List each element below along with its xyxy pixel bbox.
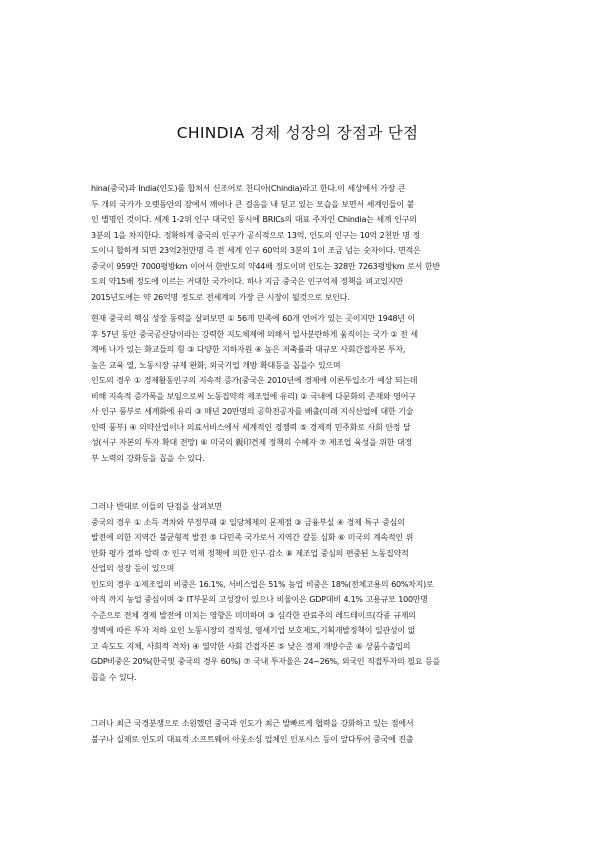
text-line: 그러나 최근 국경분쟁으로 소원했던 중국과 인도가 최근 발빠르게 협력을 강화하고 있는 점에서	[91, 719, 414, 728]
text-line: 3분의 1을 차지한다. 정확하게 중국의 인구가 공식적으로 13억, 인도의 인구는 10억 2천만 명 정	[91, 230, 421, 240]
text-line: 2015년도에는 약 26억명 정도로 전세계의 가장 큰 시장이 될것으로 보인다.	[91, 292, 350, 302]
document-title: CHINDIA 경제 성장의 장점과 단점	[176, 124, 419, 142]
paragraph-cooperation	[91, 716, 501, 747]
text-line: 계에 나가 있는 화교들의 힘 ③ 다양한 지하자원 ④ 높은 저축률과 대규모 사회간접자본 투자,	[91, 345, 406, 354]
text-line: 아직 까지 농업 중심이며 ② IT부문의 고성장이 있으나 비율이은 GDP대비 4.1% 고용규모 100만명	[91, 595, 428, 604]
text-line: hina(중국)과 India(인도)를 합쳐서 신조어로 친디아(Chindia)라고 한다.이 세상에서 가장 큰	[91, 184, 406, 193]
text-line: 도이니 합하게 되면 23억2천만명 즉 전 세계 인구 60억의 3분의 1이 조금 넘는 숫자이다. 면적은	[91, 246, 421, 255]
text-line: 비해 지속적 증가폭을 보임으로써 노동집약적 제조업에 유리) ② 국내에 다문화의 존재와 영어구	[91, 391, 416, 401]
text-line: 인도의 경우 ①제조업의 비중은 16.1%, 서비스업은 51% 농업 비중은 18%(전체고용의 60%차지)로	[91, 579, 434, 589]
paragraph-growth-drivers	[91, 311, 501, 466]
text-line: 꼽을 수 있다.	[91, 672, 137, 682]
text-line: 중국이 959만 7000평방km 이어서 한반도의 약44배 정도이며 인도는 328만 7263평방km 로서 한반	[91, 261, 440, 271]
text-line: 그러나 반대로 이들의 단점을 살펴보면	[91, 502, 222, 511]
text-line: 부 노력의 강화등을 꼽을 수 있다.	[91, 453, 205, 463]
text-line: 현재 중국의 핵심 성장 동력을 살펴보면 ① 56개 민족에 60개 언어가 있는 곳이지만 1948년 이	[91, 314, 416, 323]
text-line: 인 별명인 것이다. 세계 1-2위 인구 대국인 동시에 BRICs의 대표 주자인 Chindia는 세계 인구의	[91, 215, 417, 224]
text-line: 고 속도도 지체, 사회적 격차) ④ 열악한 사회 간접자본 ⑤ 낮은 경제 개방수준 ⑥ 상품수출입의	[91, 641, 411, 651]
text-line: 후 57년 동안 중국공산당이라는 강력한 지도체제에 의해서 일사분란하게 움직이는 국가 ② 전 세	[91, 329, 418, 339]
paragraph-intro	[91, 181, 501, 305]
text-line: 수준으로 전체 경제 발전에 미치는 영향은 미미하며 ③ 심각한 관료주의 레드테이프(각종 규제의	[91, 610, 416, 620]
text-line: 안화 평가 절하 압력 ⑦ 인구 억제 정책에 의한 인구 감소 ⑧ 제조업 중심의 편중된 노동집약적	[91, 548, 409, 558]
text-line: 장벽에 따른 투자 저하 요인 노동시장의 경직성, 영세기업 보호제도,기획개발정책이 일관성이 없	[91, 626, 416, 635]
text-line: 인도의 경우 ① 경제활동인구의 지속적 증가(중국은 2010년에 경제에 이론투입소가 예상 되는데	[91, 376, 418, 385]
text-line: GDP비중은 20%(한국및 중국의 경우 60%) ⑦ 국내 투자율은 24~26%, 외국인 직접투자의 필요 등을	[91, 657, 440, 666]
paragraph-weaknesses	[91, 499, 501, 685]
text-line: 사 인구 풍부로 세계화에 유리 ③ 매년 20만명의 공학전공자를 배출(미래 지식산업에 대한 기술	[91, 407, 414, 416]
text-line: 성(서구 자본의 투자 확대 전망) ⑥ 미국의 親印견제 정책의 수혜자 ⑦ 제조업 육성을 위한 대정	[91, 438, 412, 447]
text-line: 도의 약15배 정도에 이르는 거대한 국가이다. 하나 지금 중국은 인구억제 정책을 펴고있지만	[91, 277, 403, 286]
text-line: 산업의 성장 등이 있으며	[91, 564, 175, 573]
text-line: 인력 풍부) ④ 의약산업이나 의료서비스에서 세계적인 경쟁력 ⑤ 경제적 민주화로 사회 안정 달	[91, 422, 411, 432]
text-line: 높은 교육 열, 노동시장 규제 완화, 외국기업 개방 확대등을 꼽을수 있으며	[91, 360, 341, 370]
text-line: 중국의 경우 ① 소득 격차와 부정부패 ② 일당체제의 문제점 ③ 금융부실 ④ 경제 특구 중심의	[91, 517, 405, 527]
text-line: 두 개의 국가가 오랫동안의 잠에서 깨어나 큰 걸음을 내 딛고 있는 모습을 보면서 세계인들이 붙	[91, 199, 415, 209]
text-line: 발전에 의한 지역간 불균형적 발전 ⑤ 다민족 국가로서 지역간 갈등 심화 ⑥ 미국의 계속적인 위	[91, 533, 414, 542]
text-line: 불구나 실제로 인도의 대표적 소프트웨어 아웃소싱 업체인 인포시스 등이 앞다투어 중국에 진출	[91, 734, 414, 744]
